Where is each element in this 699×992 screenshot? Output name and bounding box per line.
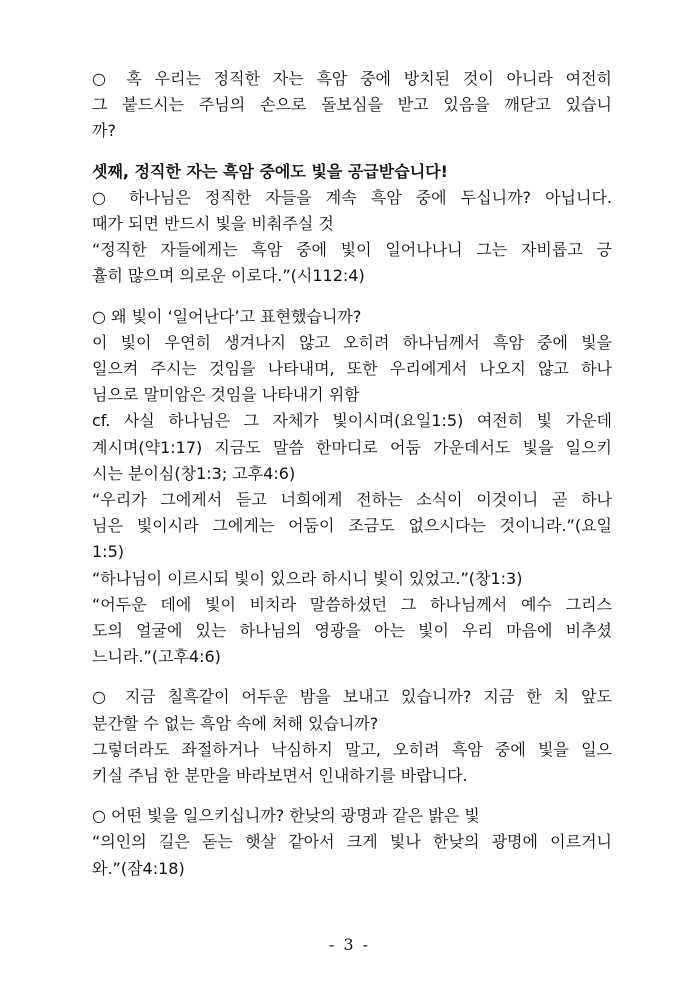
text-line: 계시며(약1:17) 지금도 말씀 한마디로 어둠 가운데서도 빛을 일으키 (92, 437, 612, 457)
text-line: 그 붙드시는 주님의 손으로 돌보심을 받고 있음을 깨닫고 있습니 (92, 95, 612, 115)
text-line: 그렇더라도 좌절하거나 낙심하지 말고, 오히려 흑암 중에 빛을 일으 (92, 739, 612, 759)
text-line: ○ 지금 칠흑같이 어두운 밤을 보내고 있습니까? 지금 한 치 앞도 (92, 687, 612, 707)
text-line: ○ 왜 빛이 ‘일어난다’고 표현했습니까? (92, 306, 362, 326)
text-line: 이 빛이 우연히 생겨나지 않고 오히려 하나님께서 흑암 중에 빛을 (92, 332, 612, 352)
scripture-quote-line: “정직한 자들에게는 흑암 중에 빛이 일어나나니 그는 자비롭고 긍 (92, 240, 612, 260)
text-line: 시는 분이심(창1:3; 고후4:6) (92, 463, 296, 483)
paragraph-dark-night (92, 684, 612, 789)
section-heading-third-point (92, 159, 612, 185)
text-line: 님으로 말미암은 것임을 나타내기 위함 (92, 385, 360, 405)
spacer (92, 789, 612, 803)
text-line: cf. 사실 하나님은 그 자체가 빛이시며(요일1:5) 여전히 빛 가운데 (92, 411, 612, 431)
scripture-quote-line: 느니라.”(고후4:6) (92, 647, 221, 667)
scripture-quote-line: 도의 얼굴에 있는 하나님의 영광을 아는 빛이 우리 마음에 비추셨 (92, 621, 612, 641)
spacer (92, 670, 612, 684)
text-line: 일으켜 주시는 것임을 나타내며, 또한 우리에게서 나오지 않고 하나 (92, 359, 612, 379)
scripture-quote-line: 님은 빛이시라 그에게는 어둠이 조금도 없으시다는 것이니라.”(요일 (92, 516, 612, 536)
text-line: 키실 주님 한 분만을 바라보면서 인내하기를 바랍니다. (92, 766, 468, 786)
page-number: - 3 - (328, 935, 371, 954)
text-line: ○ 하나님은 정직한 자들을 계속 흑암 중에 두십니까? 아닙니다. (92, 187, 612, 207)
scripture-quote-line: 1:5) (92, 542, 124, 562)
text-line: ○ 혹 우리는 정직한 자는 흑암 중에 방치된 것이 아니라 여전히 (92, 69, 612, 88)
paragraph-light-supply (92, 185, 612, 290)
scripture-quote-line: “어두운 데에 빛이 비치라 말씀하셨던 그 하나님께서 예수 그리스 (92, 594, 612, 614)
scripture-quote-line: 와.”(잠4:18) (92, 858, 185, 878)
text-line: ○ 어떤 빛을 일으키십니까? 한낮의 광명과 같은 밝은 빛 (92, 806, 480, 826)
spacer (92, 290, 612, 304)
paragraph-why-arise (92, 304, 612, 671)
paragraph-question-darkness (92, 66, 612, 145)
text-line: 까? (92, 121, 116, 141)
scripture-quote-line: “하나님이 이르시되 빛이 있으라 하시니 빛이 있었고.”(창1:3) (92, 568, 523, 588)
text-line: 분간할 수 없는 흑암 속에 처해 있습니까? (92, 713, 379, 733)
document-page (92, 66, 612, 882)
spacer (92, 145, 612, 159)
scripture-quote-line: “의인의 길은 돋는 햇살 같아서 크게 빛나 한낮의 광명에 이르거니 (92, 832, 612, 852)
scripture-quote-line: 휼히 많으며 의로운 이로다.”(시112:4) (92, 266, 365, 286)
scripture-quote-line: “우리가 그에게서 듣고 너희에게 전하는 소식이 이것이니 곧 하나 (92, 490, 612, 510)
section-heading: 셋째, 정직한 자는 흑암 중에도 빛을 공급받습니다! (92, 161, 448, 181)
paragraph-what-light (92, 803, 612, 882)
text-line: 때가 되면 반드시 빛을 비춰주실 것 (92, 214, 334, 234)
